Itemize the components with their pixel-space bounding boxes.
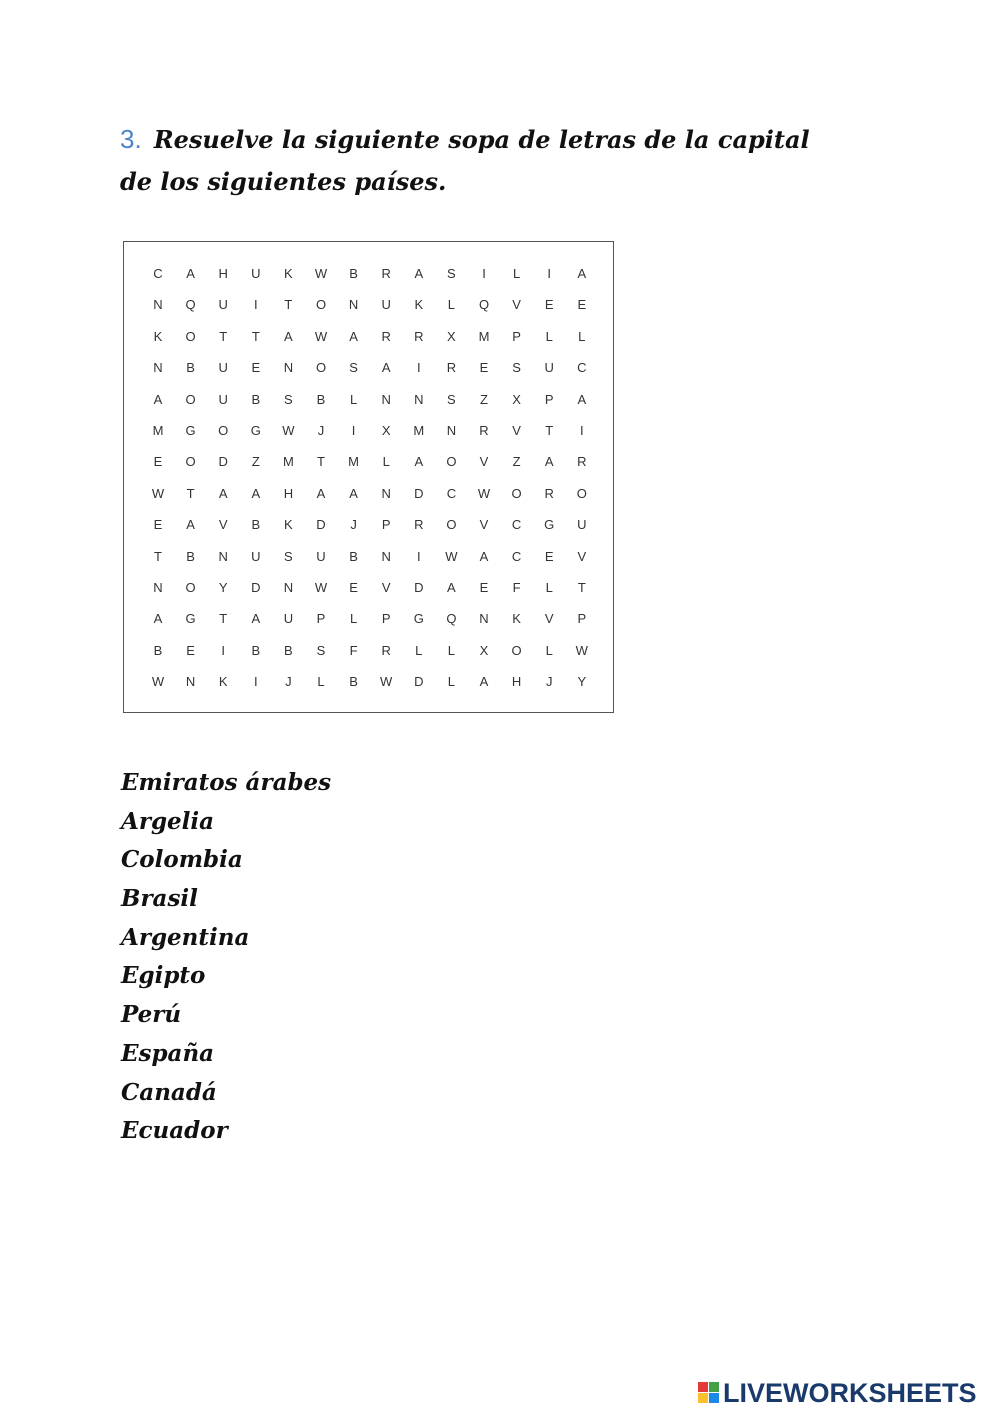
grid-letter[interactable]: A	[381, 360, 391, 376]
grid-letter[interactable]: M	[348, 454, 360, 470]
grid-letter[interactable]: A	[186, 517, 195, 533]
grid-letter[interactable]: B	[186, 360, 195, 376]
grid-letter[interactable]: M	[152, 423, 164, 438]
grid-letter[interactable]: A	[186, 266, 195, 281]
grid-letter[interactable]: S	[316, 642, 326, 658]
grid-letter[interactable]: S	[284, 548, 293, 564]
grid-letter[interactable]: V	[218, 517, 228, 533]
grid-letter[interactable]: K	[284, 266, 293, 281]
grid-letter[interactable]: G	[250, 423, 261, 438]
grid-letter[interactable]: I	[416, 548, 421, 564]
grid-letter[interactable]: A	[153, 391, 163, 407]
grid-letter[interactable]: B	[316, 391, 326, 407]
grid-letter[interactable]: Y	[218, 580, 228, 595]
grid-letter[interactable]: E	[186, 642, 195, 658]
grid-letter[interactable]: L	[545, 580, 553, 595]
grid-letter[interactable]: U	[577, 517, 587, 533]
word-list	[121, 764, 331, 1151]
grid-letter[interactable]: T	[251, 328, 260, 344]
grid-letter[interactable]: D	[414, 485, 424, 501]
grid-letter[interactable]: Q	[478, 297, 490, 313]
grid-letter[interactable]: B	[349, 266, 358, 281]
grid-letter[interactable]: R	[381, 328, 391, 344]
grid-letter[interactable]: G	[185, 611, 196, 627]
brand-name: LIVEWORKSHEETS	[723, 1377, 977, 1408]
grid-letter[interactable]: R	[414, 328, 424, 344]
grid-letter[interactable]: J	[545, 674, 553, 690]
grid-letter[interactable]: A	[479, 674, 489, 690]
grid-letter[interactable]: S	[447, 391, 456, 407]
grid-letter[interactable]: T	[577, 580, 586, 595]
grid-letter[interactable]: O	[185, 328, 196, 344]
grid-letter[interactable]: N	[446, 423, 457, 438]
grid-letter[interactable]: D	[251, 580, 261, 595]
grid-letter[interactable]: H	[218, 266, 228, 281]
grid-letter[interactable]: O	[185, 391, 196, 407]
word-list-item: Emiratos árabes	[121, 769, 332, 796]
grid-letter[interactable]: U	[381, 297, 391, 313]
grid-letter[interactable]: V	[479, 517, 489, 533]
grid-letter[interactable]: R	[381, 266, 391, 281]
grid-letter[interactable]: Y	[577, 674, 587, 690]
grid-letter[interactable]: U	[218, 360, 228, 376]
grid-letter[interactable]: Q	[185, 297, 196, 313]
grid-letter[interactable]: F	[512, 580, 521, 595]
word-list-item: Argelia	[121, 807, 215, 835]
grid-letter[interactable]: B	[153, 642, 163, 658]
grid-letter[interactable]: P	[577, 611, 587, 627]
grid-letter[interactable]: I	[416, 360, 421, 376]
grid-letter[interactable]: E	[349, 580, 358, 595]
grid-letter[interactable]: G	[413, 611, 424, 627]
grid-letter[interactable]: W	[151, 674, 165, 690]
grid-letter[interactable]: O	[511, 642, 522, 658]
grid-letter[interactable]: J	[317, 423, 325, 438]
grid-letter[interactable]: M	[413, 423, 425, 438]
grid-letter[interactable]: U	[316, 548, 326, 564]
grid-letter[interactable]: T	[219, 328, 228, 344]
grid-letter[interactable]: E	[251, 360, 261, 376]
word-search-grid	[123, 241, 614, 713]
grid-letter[interactable]: W	[314, 580, 328, 595]
grid-letter[interactable]: W	[314, 328, 328, 344]
grid-letter[interactable]: H	[511, 674, 522, 690]
grid-letter[interactable]: A	[316, 485, 326, 501]
grid-letter[interactable]: E	[544, 548, 554, 564]
grid-letter[interactable]: F	[349, 642, 358, 658]
grid-letter[interactable]: S	[447, 266, 456, 281]
word-list-item: Perú	[121, 1001, 182, 1029]
grid-letter[interactable]: P	[381, 517, 391, 533]
grid-letter[interactable]: Z	[251, 454, 260, 470]
grid-letter[interactable]: W	[151, 485, 165, 501]
grid-letter[interactable]: X	[447, 328, 456, 344]
grid-letter[interactable]: O	[315, 297, 327, 313]
grid-letter[interactable]: N	[414, 391, 424, 407]
grid-letter[interactable]: A	[577, 391, 587, 407]
grid-letter[interactable]: A	[218, 485, 228, 501]
grid-letter[interactable]: E	[153, 517, 163, 533]
grid-letter[interactable]: C	[153, 266, 163, 281]
grid-letter[interactable]: C	[511, 517, 522, 533]
word-list-item: España	[121, 1039, 215, 1067]
grid-letter[interactable]: K	[284, 517, 293, 533]
grid-letter[interactable]: R	[414, 517, 424, 533]
grid-letter[interactable]: T	[284, 297, 293, 313]
grid-letter[interactable]: P	[316, 611, 326, 627]
grid-letter[interactable]: A	[544, 454, 554, 470]
grid-letter[interactable]: P	[544, 391, 554, 407]
grid-letter[interactable]: T	[219, 611, 228, 627]
grid-letter[interactable]: I	[482, 266, 486, 281]
grid-letter[interactable]: G	[544, 517, 555, 533]
grid-letter[interactable]: X	[512, 391, 521, 407]
grid-letter[interactable]: B	[251, 391, 261, 407]
grid-letter[interactable]: U	[251, 266, 261, 281]
grid-letter[interactable]: L	[447, 674, 455, 690]
grid-letter[interactable]: C	[577, 360, 587, 376]
grid-letter[interactable]: I	[253, 674, 258, 690]
grid-letter[interactable]: E	[479, 580, 489, 595]
grid-letter[interactable]: M	[282, 454, 294, 470]
grid-letter[interactable]: G	[185, 423, 196, 438]
grid-letter[interactable]: O	[446, 517, 457, 533]
grid-letter[interactable]: W	[575, 642, 588, 658]
grid-letter[interactable]: U	[544, 360, 554, 376]
grid-letter[interactable]: R	[544, 485, 554, 501]
logo-square	[709, 1393, 719, 1403]
grid-letter[interactable]: V	[577, 548, 587, 564]
grid-letter[interactable]: J	[285, 674, 292, 690]
word-list-item: Brasil	[121, 885, 198, 913]
word-list-item: Colombia	[121, 846, 243, 874]
grid-letter[interactable]: N	[381, 548, 391, 564]
grid-letter[interactable]: J	[350, 517, 357, 533]
grid-letter[interactable]: L	[447, 297, 455, 313]
logo-square	[698, 1382, 708, 1392]
grid-letter[interactable]: R	[381, 642, 391, 658]
grid-letter[interactable]: N	[283, 360, 294, 376]
grid-letter[interactable]: U	[251, 548, 261, 564]
grid-letter[interactable]: T	[317, 454, 325, 470]
grid-letter[interactable]: T	[545, 423, 554, 438]
grid-letter[interactable]: S	[512, 360, 521, 376]
grid-letter[interactable]: N	[381, 391, 391, 407]
grid-letter[interactable]: N	[185, 674, 196, 690]
grid-letter[interactable]: A	[447, 580, 456, 595]
grid-letter[interactable]: V	[381, 580, 391, 595]
grid-letter[interactable]: W	[380, 674, 393, 690]
grid-letter[interactable]: N	[381, 485, 391, 501]
grid-letter[interactable]: Z	[512, 454, 521, 470]
grid-letter[interactable]: I	[253, 297, 258, 313]
grid-letter[interactable]: L	[349, 611, 358, 627]
grid-letter[interactable]: B	[251, 517, 261, 533]
grid-letter[interactable]: I	[351, 423, 356, 438]
grid-letter[interactable]: O	[315, 360, 327, 376]
grid-letter[interactable]: X	[381, 423, 391, 438]
grid-letter[interactable]: N	[153, 297, 163, 313]
grid-letter[interactable]: A	[479, 548, 489, 564]
grid-letter[interactable]: A	[153, 611, 163, 627]
grid-letter[interactable]: C	[511, 548, 522, 564]
grid-letter[interactable]: L	[317, 674, 325, 690]
grid-letter[interactable]: M	[478, 328, 490, 344]
grid-letter[interactable]: P	[381, 611, 391, 627]
logo-square	[698, 1393, 708, 1403]
grid-letter[interactable]: D	[316, 517, 326, 533]
grid-letter[interactable]: I	[579, 423, 584, 438]
word-list-item: Argentina	[121, 923, 250, 951]
grid-letter[interactable]: L	[545, 642, 553, 658]
grid-letter[interactable]: X	[479, 642, 489, 658]
grid-letter[interactable]: R	[446, 360, 457, 376]
grid-letter[interactable]: L	[349, 391, 358, 407]
grid-letter[interactable]: V	[512, 297, 521, 313]
grid-letter[interactable]: A	[284, 328, 293, 344]
grid-letter[interactable]: B	[349, 674, 358, 690]
grid-letter[interactable]: O	[218, 423, 229, 438]
grid-letter[interactable]: A	[349, 328, 358, 344]
grid-letter[interactable]: E	[577, 297, 587, 313]
grid-letter[interactable]: N	[218, 548, 228, 564]
grid-letter[interactable]: A	[349, 485, 358, 501]
grid-letter[interactable]: C	[446, 485, 457, 501]
grid-letter[interactable]: A	[577, 266, 587, 281]
grid-letter[interactable]: N	[283, 580, 294, 595]
grid-letter[interactable]: O	[185, 580, 196, 595]
grid-letter[interactable]: S	[284, 391, 293, 407]
grid-letter[interactable]: I	[547, 266, 551, 281]
grid-letter[interactable]: W	[477, 485, 491, 501]
word-list-item: Canadá	[121, 1078, 217, 1106]
grid-letter[interactable]: D	[414, 674, 424, 690]
grid-letter[interactable]: K	[512, 611, 521, 627]
grid-letter[interactable]: L	[447, 642, 455, 658]
grid-letter[interactable]: N	[479, 611, 489, 627]
grid-letter[interactable]: N	[153, 360, 163, 376]
grid-letter[interactable]: O	[185, 454, 196, 470]
grid-letter[interactable]: W	[445, 548, 458, 564]
instruction-text: Resuelve la siguiente sopa de letras de la capital de los siguientes países.	[120, 125, 810, 196]
word-list-item: Ecuador	[121, 1117, 228, 1145]
grid-letter[interactable]: L	[415, 642, 423, 658]
grid-letter[interactable]: B	[284, 642, 293, 658]
grid-letter[interactable]: L	[512, 266, 521, 281]
grid-letter[interactable]: Q	[446, 611, 457, 627]
grid-letter[interactable]: W	[282, 423, 295, 438]
grid-letter[interactable]: R	[577, 454, 587, 470]
grid-letter[interactable]: T	[186, 485, 195, 501]
grid-letter[interactable]: U	[283, 611, 294, 627]
grid-letter[interactable]: K	[218, 674, 228, 690]
grid-letter[interactable]: O	[576, 485, 587, 501]
grid-letter[interactable]: V	[512, 423, 521, 438]
grid-letter[interactable]: Z	[480, 391, 488, 407]
grid-letter[interactable]: U	[218, 391, 228, 407]
grid-letter[interactable]: T	[154, 548, 162, 564]
grid-letter[interactable]: R	[479, 423, 489, 438]
grid-letter[interactable]: E	[479, 360, 489, 376]
grid-letter[interactable]: N	[348, 297, 359, 313]
grid-letter[interactable]: S	[349, 360, 358, 376]
grid-letter[interactable]: O	[511, 485, 522, 501]
grid-letter[interactable]: H	[283, 485, 294, 501]
grid-letter[interactable]: N	[153, 580, 163, 595]
instruction	[120, 118, 840, 203]
grid-letter[interactable]: P	[512, 328, 521, 344]
grid-letter[interactable]: A	[414, 266, 424, 281]
grid-letter[interactable]: K	[153, 328, 163, 344]
grid-letter[interactable]: V	[479, 454, 489, 470]
grid-letter[interactable]: I	[221, 642, 225, 658]
liveworksheets-logo-icon	[698, 1382, 720, 1404]
grid-letter[interactable]: B	[186, 548, 195, 564]
logo-square	[709, 1382, 719, 1392]
grid-letter[interactable]: E	[153, 454, 163, 470]
liveworksheets-logo	[698, 1378, 977, 1408]
grid-letter[interactable]: A	[251, 485, 261, 501]
grid-letter[interactable]: W	[314, 266, 328, 281]
grid-letter[interactable]: A	[251, 611, 261, 627]
question-number: 3.	[120, 124, 142, 154]
grid-letter[interactable]: V	[544, 611, 554, 627]
grid-letter[interactable]: L	[382, 454, 390, 470]
grid-letter[interactable]: B	[251, 642, 261, 658]
grid-letter[interactable]: L	[578, 328, 586, 344]
word-list-item: Egipto	[121, 962, 206, 990]
grid-letter[interactable]: D	[218, 454, 228, 470]
grid-letter[interactable]: E	[544, 297, 554, 313]
grid-letter[interactable]: O	[446, 454, 457, 470]
grid-letter[interactable]: L	[545, 328, 553, 344]
grid-letter[interactable]: U	[218, 297, 228, 313]
grid-letter[interactable]: B	[349, 548, 358, 564]
grid-letter[interactable]: A	[414, 454, 424, 470]
grid-letter[interactable]: K	[414, 297, 424, 313]
grid-letter[interactable]: D	[414, 580, 424, 595]
